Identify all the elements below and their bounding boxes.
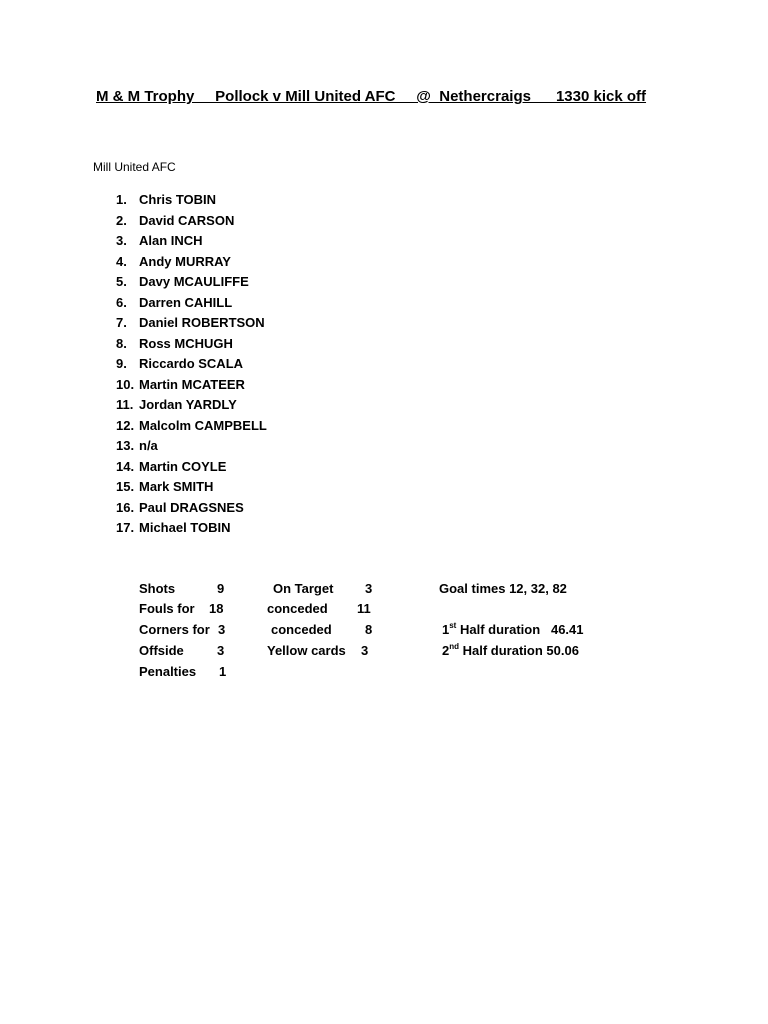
player-name: Alan INCH [139,233,203,248]
squad-list-item [116,416,267,437]
penalties-label: Penalties [139,664,197,679]
squad-number: 8. [116,335,127,351]
corners-conceded-value: 8 [365,622,373,637]
player-name: Martin MCATEER [139,376,245,392]
second-half-duration [442,643,579,659]
squad-list-item [116,231,267,252]
player-name: Jordan YARDLY [139,397,237,412]
player-name: David CARSON [139,212,235,228]
player-name: Malcolm CAMPBELL [139,417,267,433]
player-name: Mark SMITH [139,479,214,494]
squad-number: 15. [116,479,135,494]
on-target-value: 3 [365,581,373,596]
squad-list-item [116,334,267,355]
fouls-for-label: Fouls for [139,601,195,616]
squad-number: 3. [116,233,127,248]
player-name: Andy MURRAY [139,253,231,269]
squad-number: 10. [116,376,135,392]
squad-list-item [116,457,267,478]
squad-number: 16. [116,499,135,515]
corners-for-label: Corners for [139,622,210,637]
squad-list-item [116,436,267,457]
first-half-duration [442,622,584,638]
squad-number: 13. [116,438,135,453]
team-name: Mill United AFC [93,160,176,174]
squad-list-item [116,293,267,314]
document-title: M & M Trophy Pollock v Mill United AFC @ Nethercraigs 1330 kick off [96,88,647,105]
squad-number: 14. [116,458,135,474]
squad-number: 9. [116,356,127,371]
second-half-number: 2 [442,643,450,658]
fouls-for-value: 18 [209,601,224,616]
first-half-number: 1 [442,622,450,637]
offside-label: Offside [139,643,184,658]
squad-number: 17. [116,520,135,535]
on-target-label: On Target [273,581,334,596]
corners-for-value: 3 [218,622,226,637]
player-name: Martin COYLE [139,458,227,474]
first-half-suffix: st [449,620,457,630]
offside-value: 3 [217,643,225,658]
player-name: Daniel ROBERTSON [139,315,265,330]
squad-list-item [116,190,267,211]
fouls-conceded-label: conceded [267,601,328,616]
shots-label: Shots [139,581,176,596]
first-half-text: Half duration 46.41 [456,622,584,637]
penalties-value: 1 [219,664,227,679]
squad-number: 5. [116,274,127,289]
yellow-cards-value: 3 [361,643,369,658]
player-name: Paul DRAGSNES [139,499,244,515]
squad-list-item [116,375,267,396]
second-half-text: Half duration 50.06 [459,643,579,658]
squad-number: 12. [116,417,135,433]
squad-list-item [116,211,267,232]
player-name: Ross MCHUGH [139,335,233,351]
squad-list-item [116,354,267,375]
player-name: n/a [139,438,158,453]
squad-number: 1. [116,192,127,207]
squad-list-item [116,272,267,293]
shots-value: 9 [217,581,225,596]
squad-list [116,190,267,539]
squad-number: 4. [116,253,127,269]
squad-list-item [116,477,267,498]
corners-conceded-label: conceded [271,622,332,637]
squad-list-item [116,518,267,539]
yellow-cards-label: Yellow cards [267,643,346,658]
squad-number: 7. [116,315,127,330]
player-name: Michael TOBIN [139,520,231,535]
player-name: Davy MCAULIFFE [139,274,249,289]
second-half-suffix: nd [449,641,460,651]
squad-number: 6. [116,294,127,310]
fouls-conceded-value: 11 [357,601,371,616]
squad-number: 2. [116,212,127,228]
goal-times: Goal times 12, 32, 82 [439,581,567,596]
squad-list-item [116,395,267,416]
squad-list-item [116,252,267,273]
player-name: Darren CAHILL [139,294,233,310]
player-name: Chris TOBIN [139,192,217,207]
squad-number: 11. [116,397,134,412]
squad-list-item [116,498,267,519]
player-name: Riccardo SCALA [139,356,244,371]
squad-list-item [116,313,267,334]
